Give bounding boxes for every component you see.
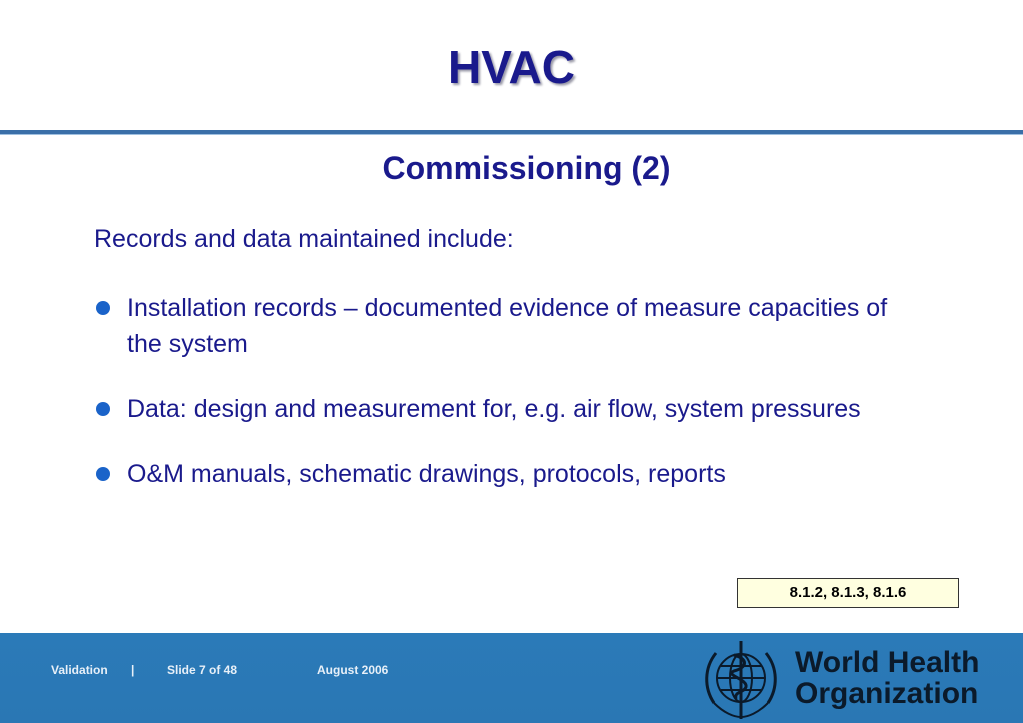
footer-separator: |: [131, 663, 135, 677]
title-divider: [0, 130, 1023, 135]
bullet-dot-icon: [96, 402, 110, 416]
bullet-text: Data: design and measurement for, e.g. air flow, system pressures: [127, 395, 861, 423]
list-item: [96, 391, 896, 427]
list-item: [96, 290, 896, 362]
who-name-line1: World Health: [795, 646, 980, 679]
who-name-line2: Organization: [795, 677, 979, 710]
intro-text: Records and data maintained include:: [94, 225, 514, 253]
who-logo: [694, 633, 994, 723]
bullet-list: [96, 290, 896, 521]
bullet-dot-icon: [96, 301, 110, 315]
slide-title: HVAC: [448, 41, 575, 93]
reference-box: 8.1.2, 8.1.3, 8.1.6: [737, 578, 959, 608]
bullet-dot-icon: [96, 467, 110, 481]
who-emblem-icon: [694, 633, 788, 723]
footer-date: August 2006: [317, 663, 389, 677]
list-item: [96, 456, 896, 492]
bullet-text: Installation records – documented evidence of measure capacities of the system: [127, 294, 888, 358]
bullet-text: O&M manuals, schematic drawings, protocols, reports: [127, 460, 726, 488]
slide-subtitle: Commissioning (2): [382, 150, 671, 186]
footer-section: Validation: [51, 663, 108, 677]
footer-slide-number: Slide 7 of 48: [167, 663, 238, 677]
footer-bar: [0, 633, 1023, 723]
